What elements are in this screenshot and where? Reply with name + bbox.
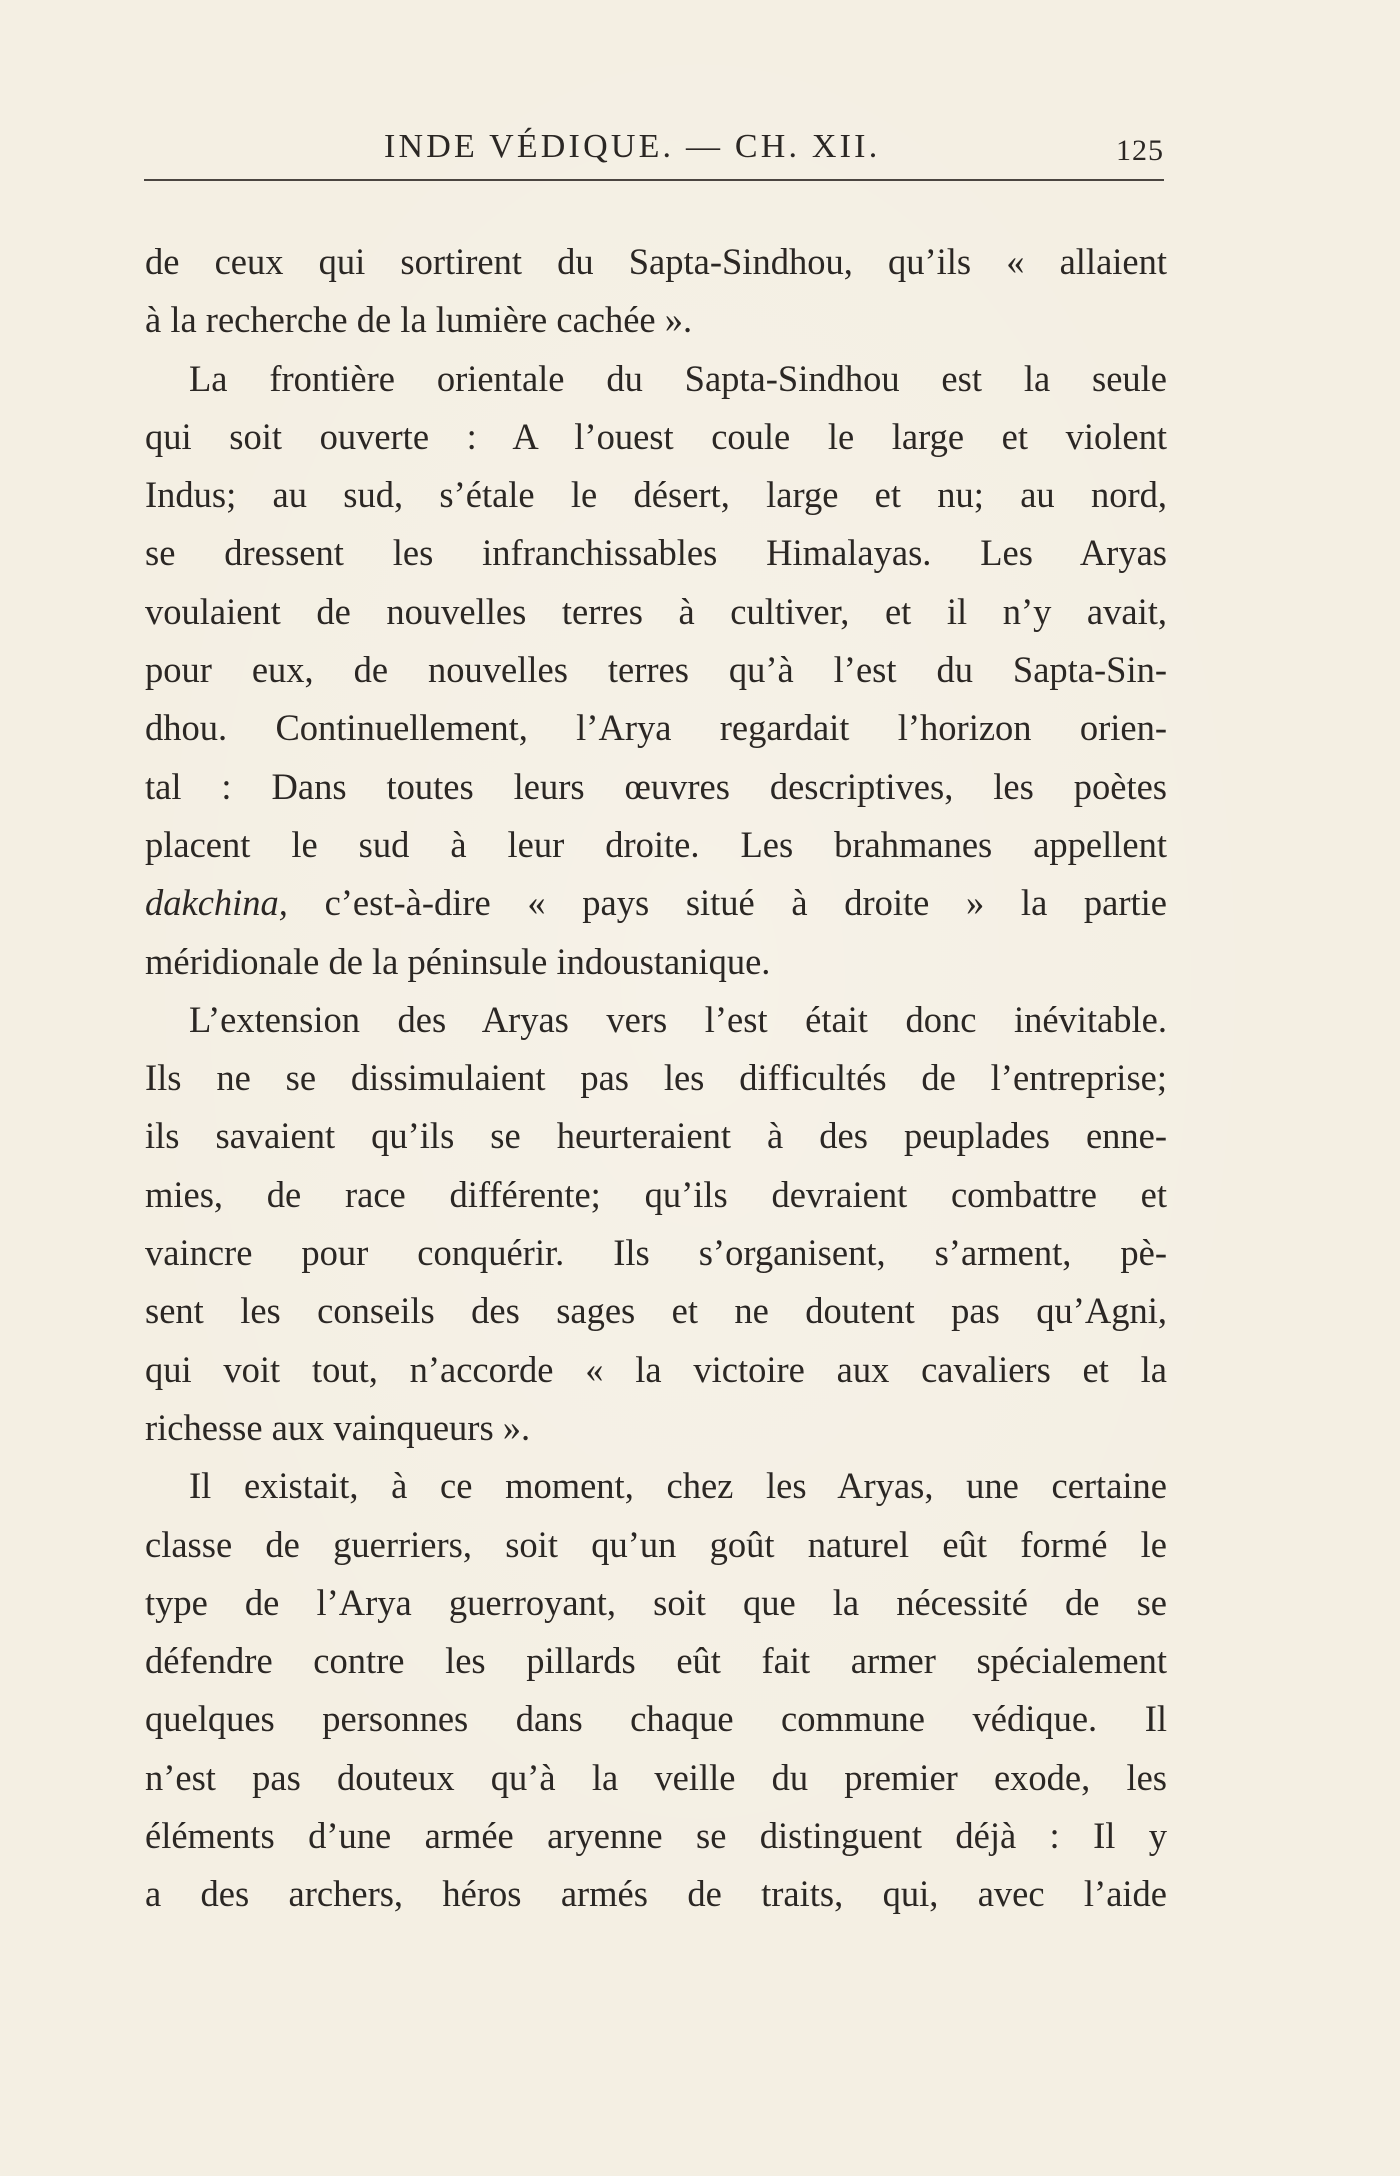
text-line: a des archers, héros armés de traits, qui, avec l’aide: [145, 1873, 1167, 1915]
text-line: placent le sud à leur droite. Les brahmanes appellent: [145, 823, 1167, 865]
text-line: type de l’Arya guerroyant, soit que la nécessité de se: [145, 1581, 1167, 1623]
paragraph-first-line: Il existait, à ce moment, chez les Aryas, une certaine: [189, 1465, 1167, 1507]
text-line: Indus; au sud, s’étale le désert, large et nu; au nord,: [145, 474, 1167, 516]
text-line: quelques personnes dans chaque commune védique. Il: [145, 1698, 1167, 1740]
text-line-remainder: c’est-à-dire « pays situé à droite » la partie: [287, 882, 1167, 924]
text-line: éléments d’une armée aryenne se distinguent déjà : Il y: [145, 1815, 1167, 1857]
paragraph-first-line: La frontière orientale du Sapta-Sindhou est la seule: [189, 357, 1167, 399]
paragraph-first-line: L’extension des Aryas vers l’est était donc inévitable.: [189, 998, 1167, 1040]
header-rule: [144, 179, 1164, 181]
text-line: n’est pas douteux qu’à la veille du premier exode, les: [145, 1756, 1167, 1798]
text-line: voulaient de nouvelles terres à cultiver, et il n’y avait,: [145, 590, 1167, 632]
text-line-with-italic-term: [145, 874, 1167, 932]
page-body-text: [145, 233, 1167, 1924]
text-line: dhou. Continuellement, l’Arya regardait l’horizon orien-: [145, 707, 1167, 749]
text-line: tal : Dans toutes leurs œuvres descriptives, les poètes: [145, 765, 1167, 807]
text-line: à la recherche de la lumière cachée ».: [145, 299, 693, 341]
text-line: richesse aux vainqueurs ».: [145, 1406, 531, 1448]
running-header: [144, 128, 1164, 172]
text-line: de ceux qui sortirent du Sapta-Sindhou, qu’ils « allaient: [145, 241, 1167, 282]
text-line: vaincre pour conquérir. Ils s’organisent, s’arment, pè-: [145, 1232, 1167, 1274]
text-line: Ils ne se dissimulaient pas les difficultés de l’entreprise;: [145, 1057, 1167, 1099]
text-line: mies, de race différente; qu’ils devraient combattre et: [145, 1173, 1167, 1215]
text-line: qui voit tout, n’accorde « la victoire aux cavaliers et la: [145, 1348, 1167, 1390]
text-line: se dressent les infranchissables Himalayas. Les Aryas: [145, 532, 1167, 574]
text-line: méridionale de la péninsule indoustanique.: [145, 940, 771, 982]
page-number: 125: [1116, 134, 1164, 167]
italic-term: dakchina,: [145, 882, 288, 924]
running-title: INDE VÉDIQUE. — CH. XII.: [384, 128, 881, 165]
text-line: sent les conseils des sages et ne doutent pas qu’Agni,: [145, 1290, 1167, 1332]
text-line: qui soit ouverte : A l’ouest coule le large et violent: [145, 415, 1167, 457]
text-line: classe de guerriers, soit qu’un goût naturel eût formé le: [145, 1523, 1167, 1565]
text-line: ils savaient qu’ils se heurteraient à des peuplades enne-: [145, 1115, 1167, 1157]
text-line: défendre contre les pillards eût fait armer spécialement: [145, 1640, 1167, 1682]
text-line: pour eux, de nouvelles terres qu’à l’est du Sapta-Sin-: [145, 649, 1167, 691]
